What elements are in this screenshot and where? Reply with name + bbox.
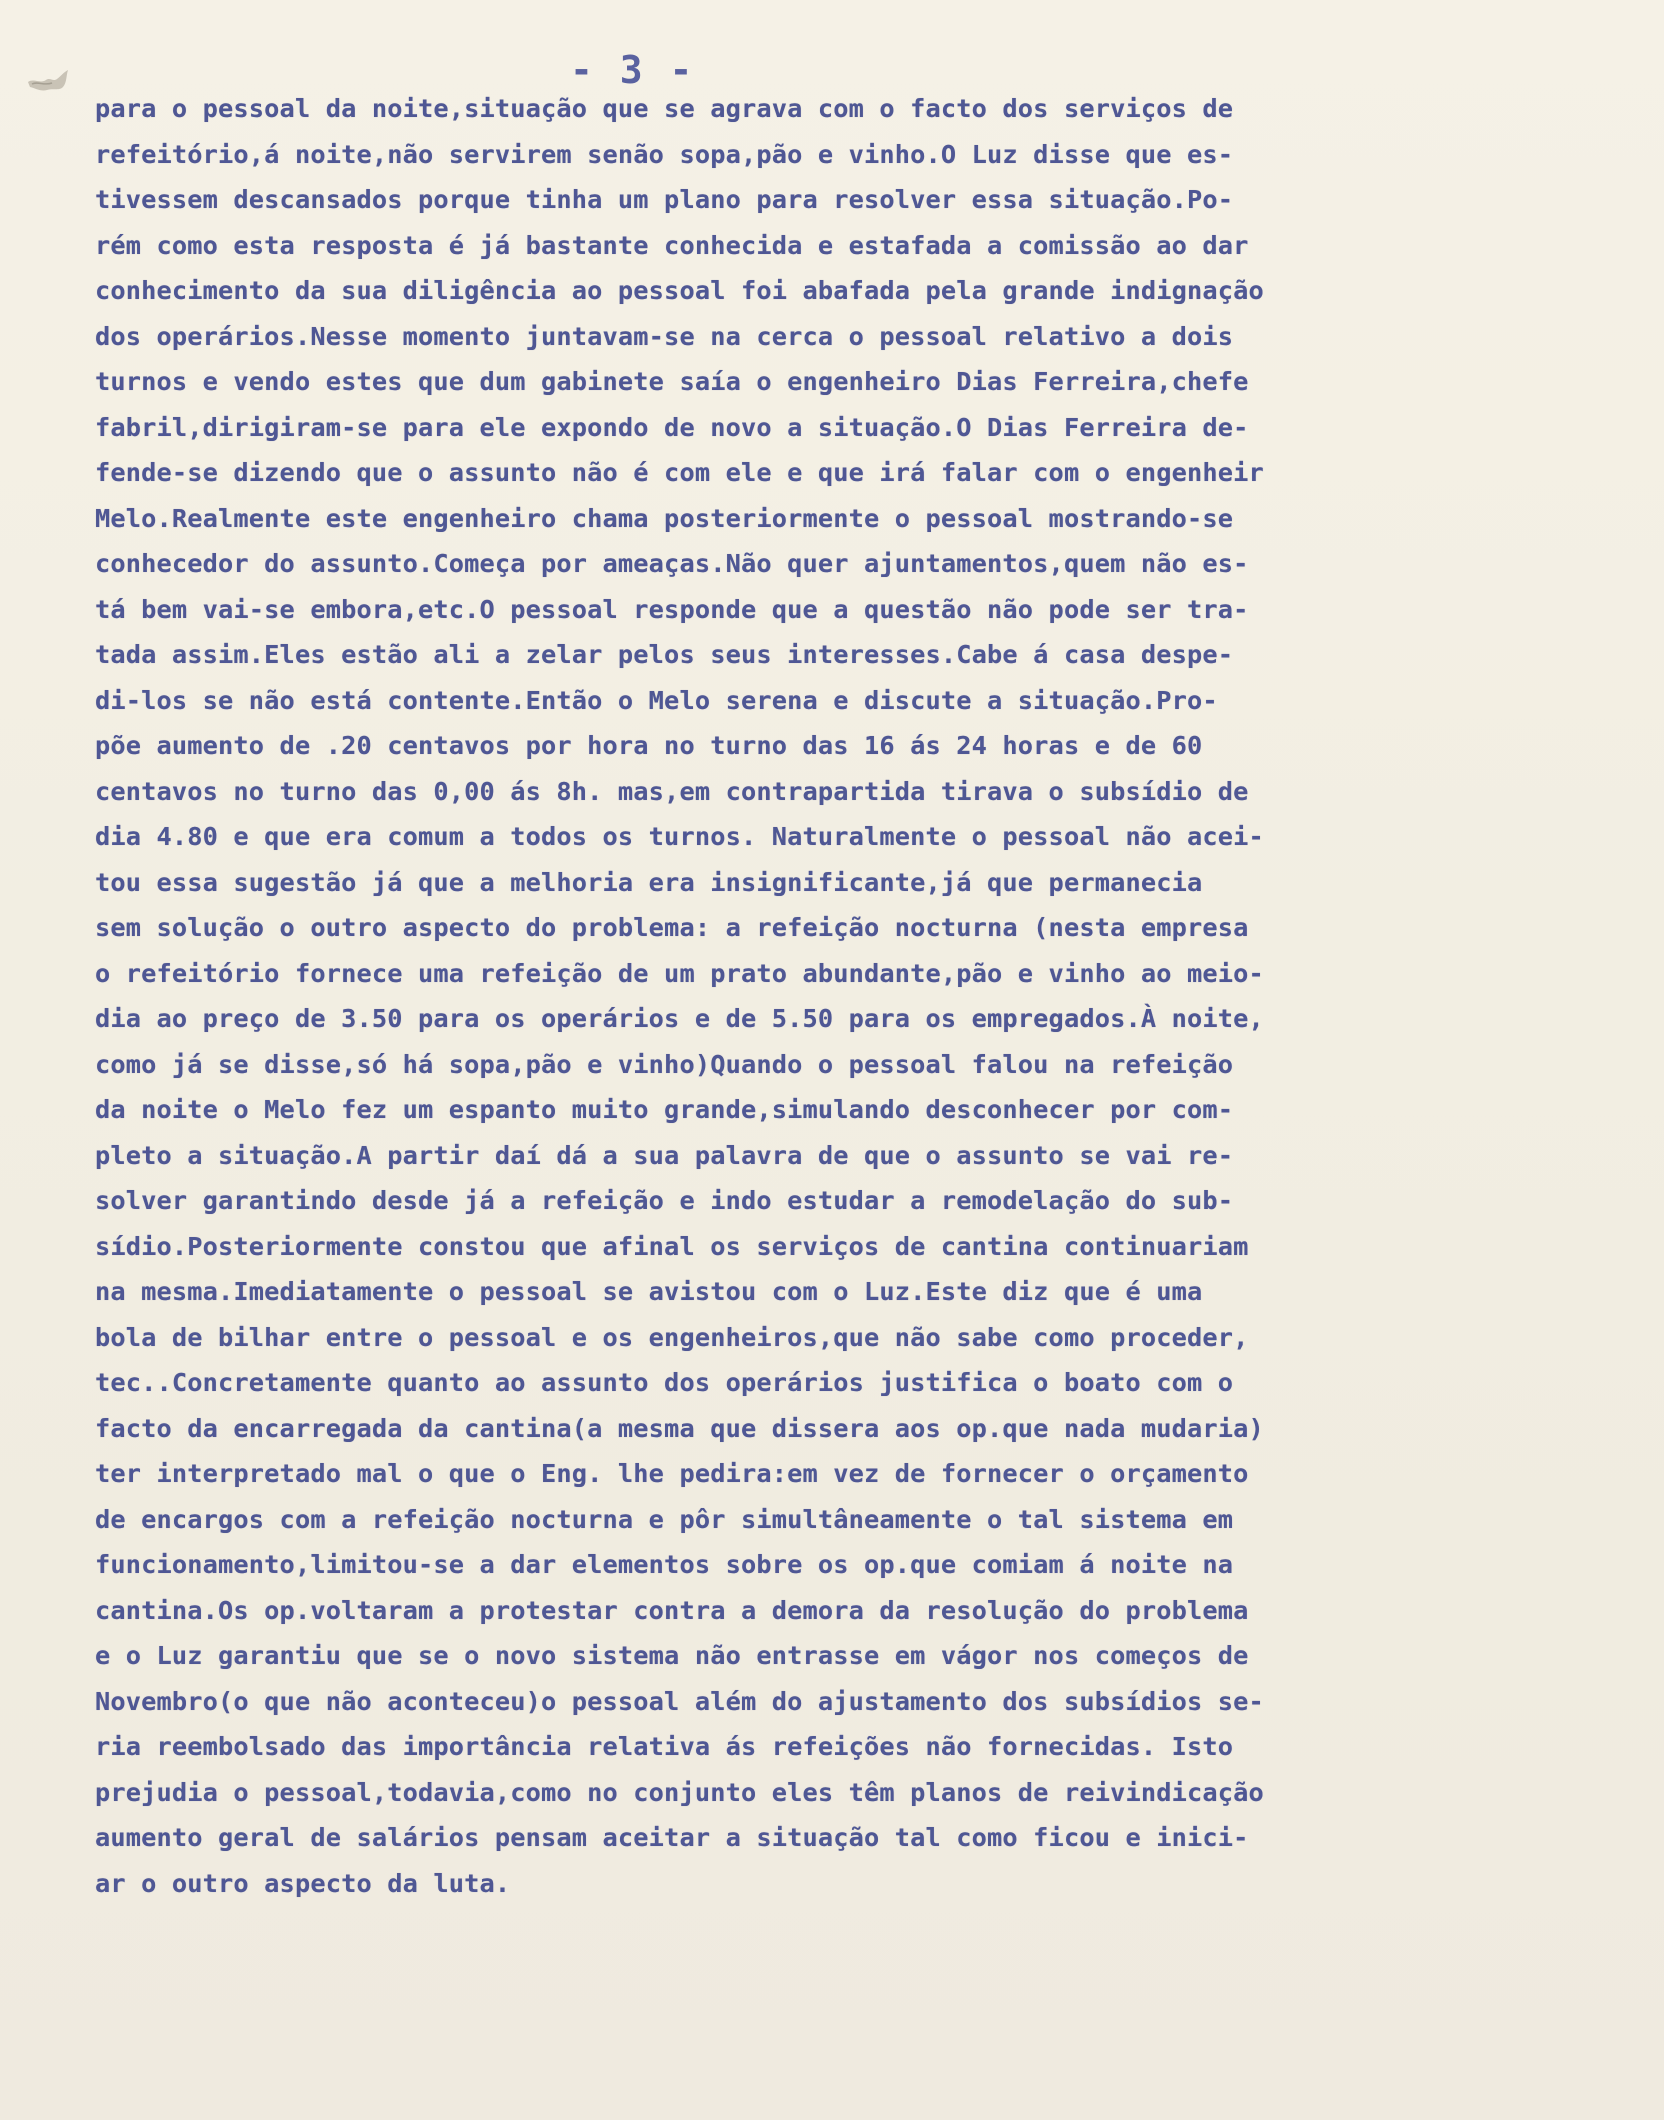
text-line: tá bem vai-se embora,etc.O pessoal responde que a questão não pode ser tra- bbox=[95, 594, 1249, 624]
text-line: como já se disse,só há sopa,pão e vinho)Quando o pessoal falou na refeição bbox=[95, 1049, 1234, 1079]
text-line: sídio.Posteriormente constou que afinal os serviços de cantina continuariam bbox=[95, 1231, 1249, 1261]
text-line: na mesma.Imediatamente o pessoal se avistou com o Luz.Este diz que é uma bbox=[95, 1277, 1203, 1306]
text-line: dia ao preço de 3.50 para os operários e de 5.50 para os empregados.À noite, bbox=[95, 1004, 1264, 1033]
text-line: dos operários.Nesse momento juntavam-se na cerca o pessoal relativo a dois bbox=[95, 321, 1234, 351]
text-line: aumento geral de salários pensam aceitar a situação tal como ficou e inici- bbox=[95, 1823, 1249, 1852]
text-line: tivessem descansados porque tinha um plano para resolver essa situação.Po- bbox=[95, 185, 1234, 214]
text-line: tada assim.Eles estão ali a zelar pelos seus interesses.Cabe á casa despe- bbox=[95, 640, 1234, 669]
page-number: - 3 - bbox=[570, 48, 695, 92]
text-line: sem solução o outro aspecto do problema: a refeição nocturna (nesta empresa bbox=[95, 913, 1249, 942]
text-line: para o pessoal da noite,situação que se agrava com o facto dos serviços de bbox=[95, 94, 1234, 123]
text-line: funcionamento,limitou-se a dar elementos sobre os op.que comiam á noite na bbox=[95, 1550, 1234, 1579]
text-line: tec..Concretamente quanto ao assunto dos operários justifica o boato com o bbox=[95, 1368, 1234, 1397]
text-line: cantina.Os op.voltaram a protestar contra a demora da resolução do problema bbox=[95, 1595, 1249, 1625]
text-line: centavos no turno das 0,00 ás 8h. mas,em contrapartida tirava o subsídio de bbox=[95, 776, 1249, 806]
text-line: tou essa sugestão já que a melhoria era insignificante,já que permanecia bbox=[95, 867, 1203, 897]
text-line: turnos e vendo estes que dum gabinete saía o engenheiro Dias Ferreira,chefe bbox=[95, 367, 1249, 396]
text-line: fende-se dizendo que o assunto não é com ele e que irá falar com o engenheir bbox=[95, 458, 1264, 487]
text-line: solver garantindo desde já a refeição e indo estudar a remodelação do sub- bbox=[95, 1186, 1234, 1215]
typed-text-body bbox=[95, 86, 1635, 1906]
text-line: refeitório,á noite,não servirem senão sopa,pão e vinho.O Luz disse que es- bbox=[95, 139, 1234, 169]
text-line: di-los se não está contente.Então o Melo serena e discute a situação.Pro- bbox=[95, 685, 1218, 715]
text-line: bola de bilhar entre o pessoal e os engenheiros,que não sabe como proceder, bbox=[95, 1322, 1249, 1352]
text-line: ter interpretado mal o que o Eng. lhe pedira:em vez de fornecer o orçamento bbox=[95, 1459, 1249, 1488]
text-line: põe aumento de .20 centavos por hora no turno das 16 ás 24 horas e de 60 bbox=[95, 731, 1203, 760]
text-line: rém como esta resposta é já bastante conhecida e estafada a comissão ao dar bbox=[95, 230, 1249, 260]
text-line: prejudia o pessoal,todavia,como no conjunto eles têm planos de reivindicação bbox=[95, 1777, 1264, 1807]
text-line: da noite o Melo fez um espanto muito grande,simulando desconhecer por com- bbox=[95, 1095, 1234, 1124]
text-line: facto da encarregada da cantina(a mesma que dissera aos op.que nada mudaria) bbox=[95, 1413, 1264, 1443]
text-line: Melo.Realmente este engenheiro chama posteriormente o pessoal mostrando-se bbox=[95, 503, 1234, 533]
text-line: Novembro(o que não aconteceu)o pessoal além do ajustamento dos subsídios se- bbox=[95, 1686, 1264, 1716]
text-line: o refeitório fornece uma refeição de um prato abundante,pão e vinho ao meio- bbox=[95, 958, 1264, 988]
text-line: de encargos com a refeição nocturna e pôr simultâneamente o tal sistema em bbox=[95, 1504, 1234, 1534]
text-line: e o Luz garantiu que se o novo sistema não entrasse em vágor nos começos de bbox=[95, 1641, 1249, 1670]
text-line: ar o outro aspecto da luta. bbox=[95, 1868, 511, 1898]
text-line: conhecimento da sua diligência ao pessoal foi abafada pela grande indignação bbox=[95, 276, 1264, 305]
text-line: dia 4.80 e que era comum a todos os turnos. Naturalmente o pessoal não acei- bbox=[95, 822, 1264, 851]
text-line: ria reembolsado das importância relativa ás refeições não fornecidas. Isto bbox=[95, 1732, 1234, 1761]
text-line: fabril,dirigiram-se para ele expondo de novo a situação.O Dias Ferreira de- bbox=[95, 412, 1249, 442]
paper-tear-mark bbox=[26, 68, 76, 102]
text-line: pleto a situação.A partir daí dá a sua palavra de que o assunto se vai re- bbox=[95, 1140, 1234, 1170]
text-line: conhecedor do assunto.Começa por ameaças.Não quer ajuntamentos,quem não es- bbox=[95, 549, 1249, 578]
